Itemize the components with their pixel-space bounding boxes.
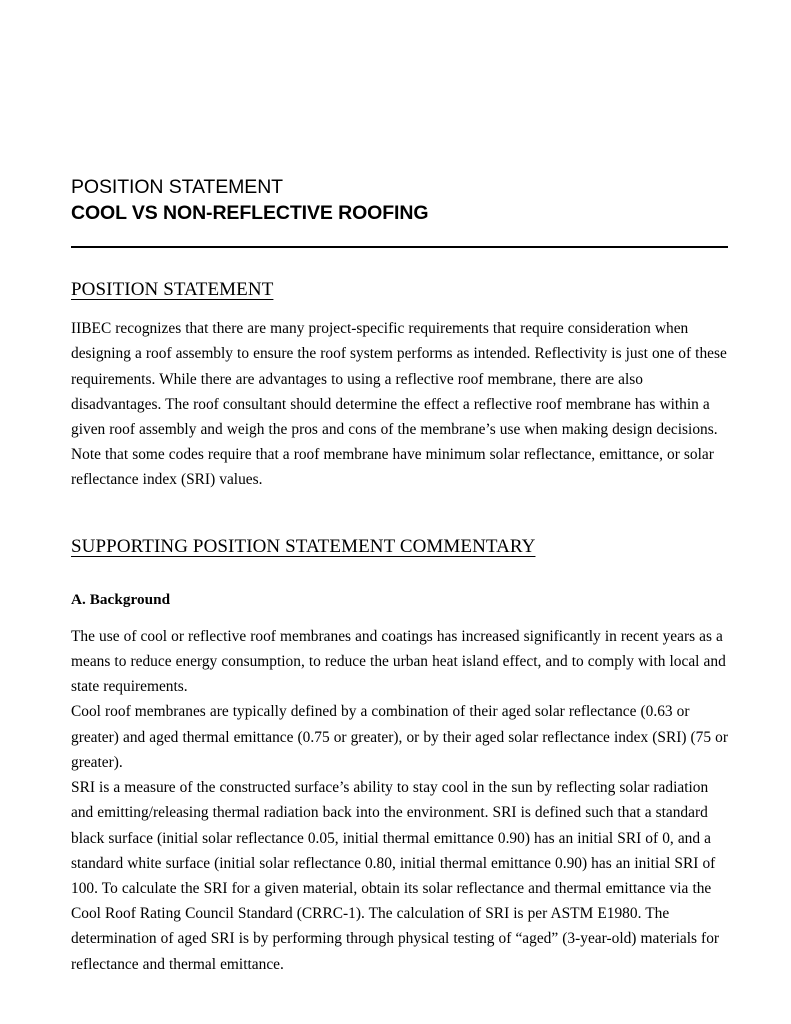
masthead-divider <box>71 246 728 248</box>
paragraph-position-statement-intro: IIBEC recognizes that there are many project-specific requirements that require consideration when designing a roof assembly to ensure the roof system performs as intended. Reflectivity is just one of these requirements. While there are advantages to using a reflective roof membrane, there are also disadvantages. The roof consultant should determine the effect a reflective roof membrane has within a given roof assembly and weigh the pros and cons of the membrane’s use when making design decisions. <box>71 320 727 439</box>
paragraph-cool-roof-definition: Cool roof membranes are typically defined by a combination of their aged solar reflectance (0.63 or greater) and aged thermal emittance (0.75 or greater), or by their aged solar reflectance index (SRI) (75 or greater). <box>71 703 728 771</box>
paragraph-sri-explanation: SRI is a measure of the constructed surface’s ability to stay cool in the sun by reflecting solar radiation and emitting/releasing thermal radiation back into the environment. SRI is defined such that a standard black surface (initial solar reflectance 0.05, initial thermal emittance 0.90) has an initial SRI of 0, and a standard white surface (initial solar reflectance 0.80, initial thermal emittance 0.90) has an initial SRI of 100. To calculate the SRI for a given material, obtain its solar reflectance and thermal emittance via the Cool Roof Rating Council Standard (CRRC-1). The calculation of SRI is per ASTM E1980. The determination of aged SRI is by performing through physical testing of “aged” (3-year-old) materials for reflectance and thermal emittance. <box>71 779 720 973</box>
subheading-a-background: A. Background <box>71 590 171 608</box>
section-heading-position-statement: POSITION STATEMENT <box>71 278 274 300</box>
paragraph-position-statement-codes-note: Note that some codes require that a roof membrane have minimum solar reflectance, emittance, or solar reflectance index (SRI) values. <box>71 446 714 489</box>
section-heading-supporting-commentary: SUPPORTING POSITION STATEMENT COMMENTARY <box>71 535 536 557</box>
masthead-title-line-1: POSITION STATEMENT <box>71 176 283 198</box>
document-masthead <box>71 175 728 226</box>
masthead-title-line-2: COOL VS NON-REFLECTIVE ROOFING <box>71 201 429 224</box>
paragraph-background-increase: The use of cool or reflective roof membranes and coatings has increased significantly in recent years as a means to reduce energy consumption, to reduce the urban heat island effect, and to comply with local and state requirements. <box>71 627 726 696</box>
